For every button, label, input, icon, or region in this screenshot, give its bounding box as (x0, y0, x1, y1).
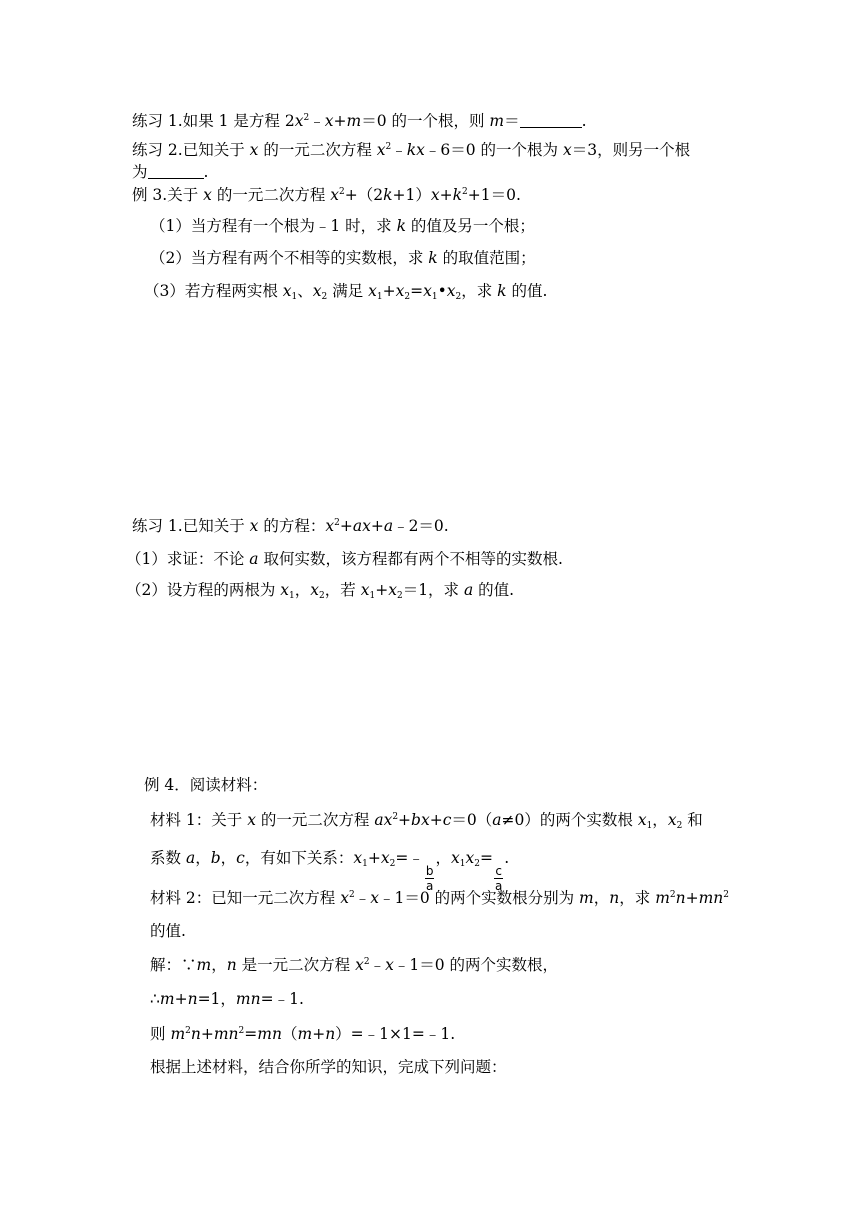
text: 和 (682, 811, 703, 829)
var: m (489, 112, 505, 130)
solution-line-2 (150, 989, 304, 1009)
text: 材料 2：已知一元二次方程 (150, 889, 341, 907)
var: x (450, 849, 460, 867)
var: x (376, 141, 386, 159)
exp: 2 (339, 187, 345, 197)
answer-blank (148, 163, 204, 179)
text: =﹣1. (260, 990, 304, 1008)
text: + (367, 849, 381, 867)
text: = (410, 282, 424, 300)
var: a (185, 849, 196, 867)
practice-2-line-cont (132, 162, 208, 182)
practice-2-line (132, 140, 690, 160)
material-1-line-1 (150, 810, 703, 830)
var: x (203, 186, 212, 204)
var: k (428, 249, 438, 267)
text: + (398, 811, 412, 829)
text: + (370, 517, 384, 535)
text: 取何实数，该方程都有两个不相等的实数根. (258, 550, 563, 568)
text: （2）设方程的两根为 (126, 581, 281, 599)
sub: 2 (455, 292, 462, 302)
sub: 1 (362, 859, 368, 869)
text: • (437, 282, 447, 300)
text: ＝3，则另一个根 (571, 141, 691, 159)
sub: 1 (291, 292, 298, 302)
var: x (360, 581, 370, 599)
exp: 2 (185, 1026, 191, 1036)
text: +1） (392, 186, 431, 204)
exp: 2 (303, 113, 310, 123)
text: ＝0（ (451, 811, 493, 829)
text: ＝1，求 (402, 581, 464, 599)
var: x (280, 581, 290, 599)
var: m (346, 112, 362, 130)
text: + (439, 186, 453, 204)
text: ∴ (150, 990, 160, 1008)
text: ， (652, 811, 668, 829)
text: 例 4．阅读材料： (144, 776, 268, 794)
text: 、 (297, 282, 313, 300)
exp: 2 (669, 890, 676, 900)
exp: 2 (334, 518, 340, 528)
var: x (637, 811, 647, 829)
var: x (249, 517, 259, 535)
example-3-q1 (150, 216, 535, 236)
text: ， (294, 581, 311, 599)
sub: 1 (289, 591, 295, 601)
var: mn (257, 1025, 282, 1043)
text: 的值. (506, 282, 548, 300)
material-2-line-1 (150, 888, 729, 908)
var: x (430, 186, 440, 204)
var: x (325, 517, 335, 535)
sub: 1 (646, 821, 653, 831)
sub: 2 (389, 859, 396, 869)
var: x (249, 141, 259, 159)
exp: 2 (363, 957, 370, 967)
text: 的一元二次方程 (255, 811, 375, 829)
text: + (200, 1025, 214, 1043)
solution-line-3 (150, 1024, 455, 1044)
text: + (685, 889, 699, 907)
text: 解：∵ (150, 956, 197, 974)
text: + (339, 517, 353, 535)
var: ax (374, 811, 393, 829)
var: x (294, 112, 304, 130)
text: 的方程： (258, 517, 326, 535)
text: （ (281, 1025, 298, 1043)
var: ax (352, 517, 371, 535)
text: ， (211, 956, 227, 974)
sub: 1 (369, 591, 376, 601)
var: x (282, 282, 292, 300)
text: 是一元二次方程 (236, 956, 356, 974)
var: c (442, 811, 452, 829)
var: n (226, 956, 237, 974)
numerator: b (425, 864, 434, 878)
sub: 2 (676, 821, 683, 831)
exp: 2 (392, 812, 399, 822)
var: x (355, 956, 364, 974)
var: m (655, 889, 670, 907)
solution-line-4 (150, 1057, 507, 1077)
text: ， (220, 849, 237, 867)
var: n (187, 990, 198, 1008)
text: =1， (197, 990, 236, 1008)
var: x (312, 282, 322, 300)
practice-1b-q2 (126, 580, 514, 600)
sub: 2 (404, 292, 411, 302)
text: 的值. (473, 581, 515, 599)
text: ，求 (461, 282, 498, 300)
text: = (479, 849, 493, 867)
text: ﹣6＝0 的一个根为 (424, 141, 563, 159)
text: 则 (150, 1025, 171, 1043)
text: 满足 (327, 282, 369, 300)
text: +1＝0. (467, 186, 521, 204)
var: x (385, 956, 394, 974)
exp: 2 (238, 1026, 245, 1036)
text: ﹣2＝0. (393, 517, 449, 535)
sub: 1 (459, 859, 466, 869)
denominator: a (425, 879, 434, 893)
var: kx (406, 141, 425, 159)
var: x (324, 112, 334, 130)
var: x (370, 889, 379, 907)
text: ﹣ (354, 889, 371, 907)
text: ﹣ (369, 956, 386, 974)
text: 例 3.关于 (132, 186, 204, 204)
text: ）=﹣1×1=﹣1. (335, 1025, 456, 1043)
var: m (297, 1025, 313, 1043)
material-1-line-2 (150, 848, 509, 892)
text: （1）求证：不论 (126, 550, 250, 568)
var: k (383, 186, 393, 204)
text: ，有如下关系： (244, 849, 354, 867)
var: a (249, 550, 259, 568)
text: （2）当方程有两个不相等的实数根，求 (150, 249, 429, 267)
var: n (675, 889, 686, 907)
text: ﹣ (309, 112, 325, 130)
var: k (452, 186, 463, 204)
text: + (375, 581, 389, 599)
text: ， (195, 849, 211, 867)
var: x (330, 186, 340, 204)
var: m (579, 889, 594, 907)
text: + (174, 990, 188, 1008)
solution-line-1 (150, 955, 558, 975)
var: x (310, 581, 320, 599)
var: x (423, 282, 432, 300)
example-3-q2 (150, 248, 536, 268)
var: x (380, 849, 390, 867)
var: m (159, 990, 175, 1008)
sub: 2 (319, 591, 325, 601)
text: +（2 (344, 186, 384, 204)
practice-1b-line (132, 516, 449, 536)
example-3-line (132, 185, 521, 205)
var: k (497, 282, 507, 300)
text: ﹣ (391, 141, 407, 159)
text: （3）若方程两实根 (144, 282, 283, 300)
exp: 2 (462, 187, 468, 197)
text: ， (435, 849, 451, 867)
answer-blank (520, 112, 582, 128)
var: mn (213, 1025, 239, 1043)
numerator: c (495, 864, 502, 878)
text: 根据上述材料，结合你所学的知识，完成下列问题： (150, 1058, 507, 1076)
example-4-title (144, 775, 267, 795)
text: 为 (132, 163, 148, 181)
sub: 1 (431, 292, 438, 302)
text: + (382, 282, 396, 300)
exp: 2 (723, 890, 730, 900)
var: k (396, 217, 406, 235)
var: x (353, 849, 363, 867)
material-2-line-2 (150, 921, 186, 941)
text: 练习 1.已知关于 (132, 517, 250, 535)
var: x (446, 282, 456, 300)
text: 练习 2.已知关于 (132, 141, 250, 159)
text: + (333, 112, 347, 130)
text: 的值. (150, 922, 186, 940)
text: ﹣1＝0 的两个实数根， (393, 956, 558, 974)
text: ， (593, 889, 610, 907)
text: 系数 (150, 849, 186, 867)
text: ≠0）的两个实数根 (501, 811, 638, 829)
sub: 1 (376, 292, 383, 302)
text: ＝0 的一个根，则 (361, 112, 490, 130)
text: 的取值范围； (437, 249, 536, 267)
text: . (504, 849, 510, 867)
var: mn (698, 889, 724, 907)
var: a (492, 811, 502, 829)
practice-1b-q1 (126, 549, 563, 569)
sub: 2 (396, 591, 403, 601)
text: 的一元二次方程 (258, 141, 377, 159)
var: c (236, 849, 245, 867)
text: ，若 (324, 581, 361, 599)
text: 的一元二次方程 (211, 186, 331, 204)
text: （1）当方程有一个根为﹣1 时，求 (150, 217, 397, 235)
var: a (383, 517, 394, 535)
var: x (562, 141, 572, 159)
text: 练习 1.如果 1 是方程 2 (132, 112, 295, 130)
var: x (395, 282, 405, 300)
text: . (581, 112, 587, 130)
text: 的值及另一个根； (406, 217, 535, 235)
var: bx (411, 811, 430, 829)
denominator: a (494, 879, 503, 893)
var: n (190, 1025, 201, 1043)
var: x (340, 889, 349, 907)
var: x (667, 811, 677, 829)
var: x (247, 811, 256, 829)
var: a (463, 581, 474, 599)
var: n (325, 1025, 336, 1043)
example-3-q3 (144, 281, 547, 301)
var: x (465, 849, 475, 867)
var: x (368, 282, 377, 300)
text: ﹣1＝0 的两个实数根分别为 (378, 889, 580, 907)
var: b (210, 849, 221, 867)
text: ＝ (504, 112, 520, 130)
text: + (312, 1025, 326, 1043)
var: mn (235, 990, 261, 1008)
practice-1-line (132, 111, 587, 131)
sub: 2 (321, 292, 328, 302)
sub: 2 (474, 859, 480, 869)
var: m (170, 1025, 186, 1043)
var: x (388, 581, 397, 599)
text: = (244, 1025, 258, 1043)
text: =﹣ (395, 849, 424, 867)
var: m (196, 956, 212, 974)
text: . (203, 163, 209, 181)
text: + (429, 811, 443, 829)
var: n (609, 889, 620, 907)
text: 材料 1：关于 (150, 811, 248, 829)
exp: 2 (385, 142, 392, 152)
exp: 2 (348, 890, 355, 900)
text: ，求 (619, 889, 656, 907)
